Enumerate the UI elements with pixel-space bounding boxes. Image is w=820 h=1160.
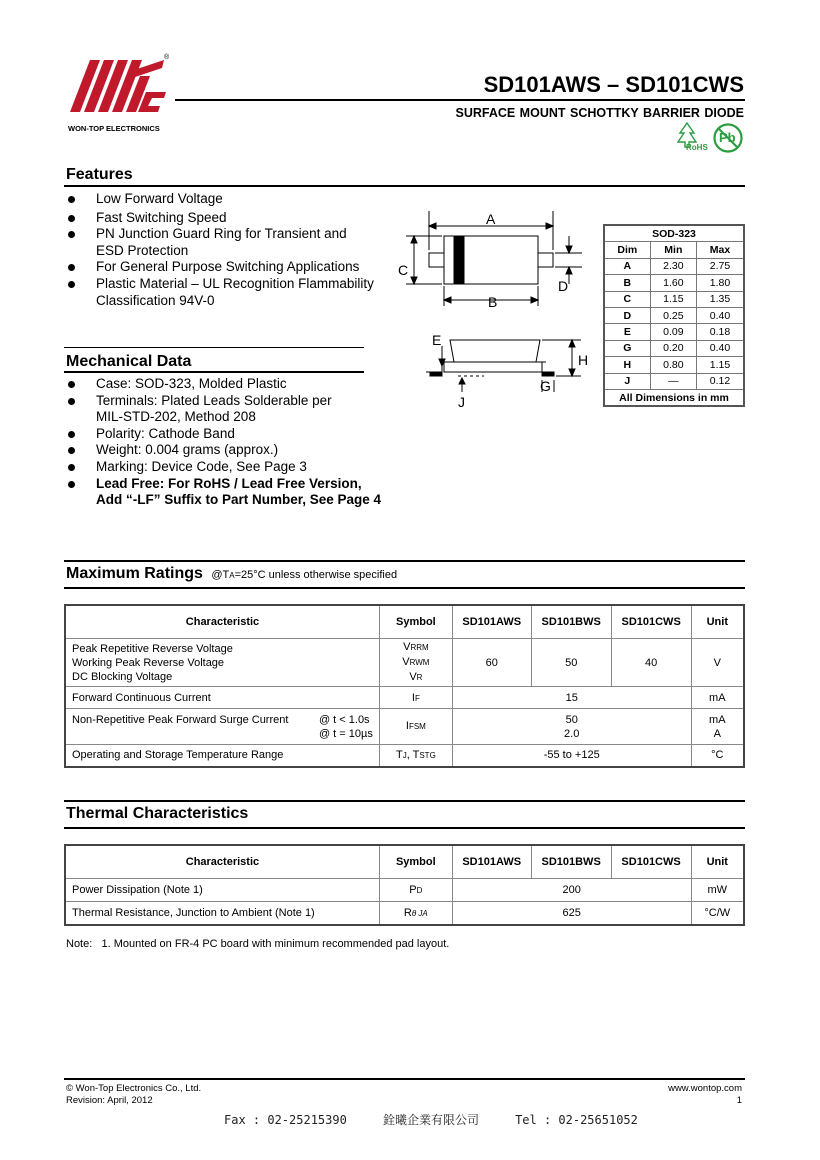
list-item-continuation: MIL-STD-202, Method 208 bbox=[96, 409, 256, 425]
sod323-outline-drawing bbox=[396, 206, 600, 416]
col-header: Symbol bbox=[379, 605, 452, 639]
subtitle: SURFACE MOUNT SCHOTTKY BARRIER DIODE bbox=[455, 106, 744, 120]
col-header: SD101CWS bbox=[611, 845, 691, 879]
dim-label-a: A bbox=[486, 211, 496, 227]
dim-label-b: B bbox=[488, 294, 498, 310]
col-header: SD101BWS bbox=[531, 845, 611, 879]
characteristic-cell bbox=[65, 709, 379, 745]
features-title: Features bbox=[66, 166, 133, 183]
condition: @ t < 1.0s bbox=[318, 713, 370, 726]
dim-cell: 1.60 bbox=[650, 275, 696, 291]
mechanical-top-rule bbox=[64, 347, 364, 348]
sym-sub: R bbox=[416, 673, 423, 682]
sym: P bbox=[409, 884, 417, 896]
value-cell: 50 bbox=[531, 639, 611, 687]
dim-cell: C bbox=[604, 291, 650, 307]
dim-cell: 1.35 bbox=[697, 291, 744, 307]
col-header: SD101AWS bbox=[452, 605, 531, 639]
table-row bbox=[65, 639, 744, 687]
unit-line: A bbox=[713, 727, 721, 740]
condition: @ t = 10µs bbox=[318, 727, 373, 740]
list-item: For General Purpose Switching Applications bbox=[66, 259, 396, 276]
value-line: 50 bbox=[565, 713, 578, 726]
dim-table-footer: All Dimensions in mm bbox=[604, 389, 744, 406]
company-name: WON-TOP ELECTRONICS bbox=[68, 124, 160, 133]
sym: R bbox=[403, 906, 412, 919]
list-item-continuation: Classification 94V-0 bbox=[96, 292, 215, 308]
footer-rule bbox=[64, 1078, 745, 1080]
list-item: Case: SOD-323, Molded Plastic bbox=[66, 376, 406, 393]
characteristic-cell: Power Dissipation (Note 1) bbox=[65, 879, 379, 902]
value-cell: 60 bbox=[452, 639, 531, 687]
list-item: Fast Switching Speed bbox=[66, 210, 396, 227]
characteristic-cell bbox=[65, 639, 379, 687]
dim-cell: 2.30 bbox=[650, 258, 696, 274]
table-row bbox=[604, 275, 744, 291]
dim-cell: 0.18 bbox=[697, 324, 744, 340]
characteristic-cell: Thermal Resistance, Junction to Ambient (Note 1) bbox=[65, 902, 379, 925]
value-cell bbox=[452, 709, 691, 745]
sym-sub: RWM bbox=[409, 658, 430, 667]
dim-cell: 1.15 bbox=[650, 291, 696, 307]
dim-label-d: D bbox=[558, 278, 569, 294]
dim-cell: D bbox=[604, 307, 650, 323]
dim-cell: E bbox=[604, 324, 650, 340]
thermal-title: Thermal Characteristics bbox=[66, 805, 249, 822]
table-row bbox=[604, 373, 744, 389]
dim-cell: 2.75 bbox=[697, 258, 744, 274]
sym: V bbox=[409, 671, 417, 683]
list-item: Marking: Device Code, See Page 3 bbox=[66, 459, 406, 476]
table-row bbox=[65, 709, 744, 745]
sym: I bbox=[405, 720, 409, 732]
symbol-cell bbox=[379, 639, 452, 687]
col-header: Symbol bbox=[379, 845, 452, 879]
table-row bbox=[604, 307, 744, 323]
pb-label: Pb bbox=[719, 130, 736, 145]
sym: I bbox=[411, 691, 415, 704]
list-item: Weight: 0.004 grams (approx.) bbox=[66, 442, 406, 459]
dim-cell: J bbox=[604, 373, 650, 389]
sym: V bbox=[402, 656, 410, 668]
ratings-heading bbox=[66, 565, 397, 583]
sym: T bbox=[395, 749, 403, 762]
symbol-cell bbox=[379, 709, 452, 745]
dim-cell: 0.20 bbox=[650, 340, 696, 356]
note: Note: 1. Mounted on FR-4 PC board with minimum recommended pad layout. bbox=[66, 938, 450, 950]
thermal-bottom-rule bbox=[64, 827, 745, 829]
characteristic-cell: Operating and Storage Temperature Range bbox=[65, 745, 379, 767]
col-header: Characteristic bbox=[65, 605, 379, 639]
ratings-title: Maximum Ratings bbox=[66, 565, 203, 582]
company-logo bbox=[68, 54, 174, 120]
dim-cell: 0.40 bbox=[697, 340, 744, 356]
value-cell: 15 bbox=[452, 687, 691, 709]
contact-line: Fax : 02-25215390 銓曦企業有限公司 Tel : 02-25651052 bbox=[224, 1113, 638, 1127]
features-rule bbox=[64, 185, 745, 187]
registered-mark: ® bbox=[164, 54, 170, 61]
unit-cell: mA bbox=[691, 687, 744, 709]
dim-header: Min bbox=[650, 242, 696, 258]
col-header: SD101CWS bbox=[611, 605, 691, 639]
dim-cell: 1.80 bbox=[697, 275, 744, 291]
dim-label-h: H bbox=[578, 352, 589, 368]
char-line: Non-Repetitive Peak Forward Surge Current bbox=[72, 713, 289, 726]
sym-sub: D bbox=[416, 886, 423, 895]
dim-cell: 0.09 bbox=[650, 324, 696, 340]
table-row bbox=[604, 340, 744, 356]
page-title: SD101AWS – SD101CWS bbox=[483, 72, 744, 97]
rohs-label: RoHS bbox=[686, 143, 708, 152]
col-header: Unit bbox=[691, 845, 744, 879]
mechanical-title: Mechanical Data bbox=[66, 353, 192, 370]
ratings-top-rule bbox=[64, 560, 745, 562]
col-header: SD101AWS bbox=[452, 845, 531, 879]
value-cell: 40 bbox=[611, 639, 691, 687]
condition-prefix: @T bbox=[211, 569, 230, 581]
symbol-cell bbox=[379, 902, 452, 925]
thermal-table bbox=[64, 844, 745, 926]
list-item: Plastic Material – UL Recognition Flammability bbox=[66, 276, 396, 293]
symbol-cell bbox=[379, 879, 452, 902]
dim-label-j: J bbox=[458, 394, 465, 410]
sym: V bbox=[403, 641, 411, 653]
dim-cell: 0.12 bbox=[697, 373, 744, 389]
list-item-continuation: Add “-LF” Suffix to Part Number, See Page 4 bbox=[96, 492, 382, 508]
list-item: PN Junction Guard Ring for Transient and bbox=[66, 226, 396, 243]
page-number: 1 bbox=[736, 1095, 742, 1106]
wte-logo-icon bbox=[68, 54, 174, 120]
max-ratings-table bbox=[64, 604, 745, 768]
dimension-table bbox=[603, 224, 745, 407]
dim-cell: A bbox=[604, 258, 650, 274]
unit-cell: mW bbox=[691, 879, 744, 902]
title-rule bbox=[175, 99, 745, 101]
unit-cell bbox=[691, 709, 744, 745]
col-header: Unit bbox=[691, 605, 744, 639]
value-cell: 200 bbox=[452, 879, 691, 902]
col-header: Characteristic bbox=[65, 845, 379, 879]
value-cell: -55 to +125 bbox=[452, 745, 691, 767]
value-cell: 625 bbox=[452, 902, 691, 925]
col-header: SD101BWS bbox=[531, 605, 611, 639]
char-line: Peak Repetitive Reverse Voltage bbox=[72, 642, 233, 655]
sym-sep: , bbox=[406, 749, 413, 762]
table-row bbox=[65, 687, 744, 709]
sym-sub: RRM bbox=[410, 643, 429, 652]
condition-sub: A bbox=[229, 571, 235, 580]
mechanical-list bbox=[66, 376, 406, 509]
char-line: DC Blocking Voltage bbox=[72, 670, 173, 683]
dim-cell: — bbox=[650, 373, 696, 389]
features-list bbox=[66, 191, 396, 309]
table-row bbox=[65, 879, 744, 902]
mechanical-rule bbox=[64, 371, 364, 373]
list-item: Terminals: Plated Leads Solderable per bbox=[66, 393, 406, 410]
list-item-continuation: ESD Protection bbox=[96, 242, 189, 258]
table-row bbox=[604, 291, 744, 307]
table-row bbox=[604, 357, 744, 373]
sym-sub: STG bbox=[419, 751, 436, 761]
unit-cell: V bbox=[691, 639, 744, 687]
thermal-top-rule bbox=[64, 800, 745, 802]
table-row bbox=[65, 902, 744, 925]
dim-header: Dim bbox=[604, 242, 650, 258]
ratings-bottom-rule bbox=[64, 587, 745, 589]
dim-cell: B bbox=[604, 275, 650, 291]
revision: Revision: April, 2012 bbox=[66, 1095, 153, 1106]
sym: T bbox=[412, 749, 420, 762]
list-item: Lead Free: For RoHS / Lead Free Version, bbox=[66, 476, 406, 493]
dim-label-c: C bbox=[398, 262, 409, 278]
sym-sub: θ JA bbox=[411, 908, 428, 918]
table-row bbox=[604, 324, 744, 340]
unit-line: mA bbox=[709, 713, 726, 726]
dim-cell: 0.80 bbox=[650, 357, 696, 373]
dim-header: Max bbox=[697, 242, 744, 258]
dim-cell: H bbox=[604, 357, 650, 373]
char-line: Working Peak Reverse Voltage bbox=[72, 656, 225, 669]
dim-cell: 0.40 bbox=[697, 307, 744, 323]
sym-sub: FSM bbox=[408, 722, 426, 731]
ratings-condition bbox=[211, 569, 397, 581]
table-row bbox=[65, 745, 744, 767]
value-line: 2.0 bbox=[564, 727, 580, 740]
dim-label-g: G bbox=[540, 378, 551, 394]
unit-cell: °C bbox=[691, 745, 744, 767]
table-row bbox=[604, 258, 744, 274]
unit-cell: °C/W bbox=[691, 902, 744, 925]
copyright: © Won-Top Electronics Co., Ltd. bbox=[66, 1083, 202, 1094]
dim-cell: 1.15 bbox=[697, 357, 744, 373]
website-link[interactable]: www.wontop.com bbox=[668, 1083, 742, 1094]
dim-cell: G bbox=[604, 340, 650, 356]
symbol-cell bbox=[379, 745, 452, 767]
symbol-cell bbox=[379, 687, 452, 709]
dim-table-title: SOD-323 bbox=[604, 225, 744, 242]
dim-cell: 0.25 bbox=[650, 307, 696, 323]
sym-sub: F bbox=[414, 693, 420, 703]
dim-label-e: E bbox=[432, 332, 442, 348]
list-item: Low Forward Voltage bbox=[66, 191, 396, 208]
list-item: Polarity: Cathode Band bbox=[66, 426, 406, 443]
characteristic-cell: Forward Continuous Current bbox=[65, 687, 379, 709]
sym-sub: J bbox=[402, 751, 407, 761]
condition-suffix: =25°C unless otherwise specified bbox=[234, 569, 398, 581]
package-diagram bbox=[396, 206, 600, 416]
